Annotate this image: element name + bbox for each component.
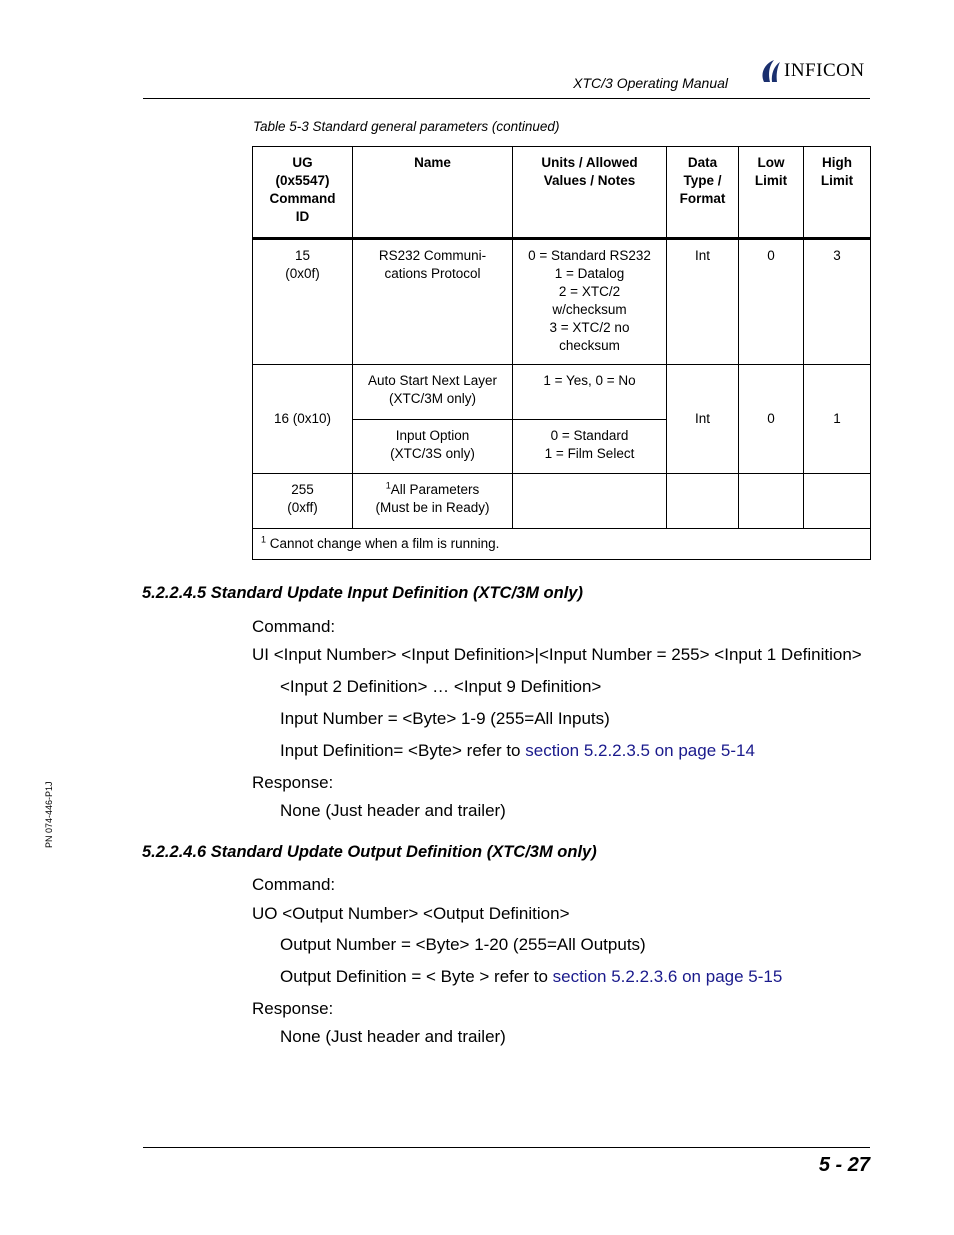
parameters-table xyxy=(252,146,871,560)
section-heading-input-definition: 5.2.2.4.5 Standard Update Input Definition (XTC/3M only) xyxy=(142,584,583,602)
cell-values: 0 = Standard 1 = Film Select xyxy=(513,420,667,474)
command-syntax: UO <Output Number> <Output Definition> xyxy=(252,904,570,923)
col-header-type: Data Type / Format xyxy=(667,147,739,239)
running-header-title: XTC/3 Operating Manual xyxy=(573,75,728,91)
table-caption: Table 5-3 Standard general parameters (continued) xyxy=(253,119,560,134)
response-text: None (Just header and trailer) xyxy=(280,1027,506,1046)
section-link-5-15[interactable]: section 5.2.2.3.6 on page 5-15 xyxy=(552,967,783,986)
cell-name: Auto Start Next Layer (XTC/3M only) xyxy=(353,365,513,420)
header-rule xyxy=(143,98,870,99)
cell-values: 0 = Standard RS232 1 = Datalog 2 = XTC/2 w/checksum 3 = XTC/2 no checksum xyxy=(513,239,667,365)
table-footnote: $^1$ Cannot change when a film is running. xyxy=(253,529,871,560)
cell-id: 255 (0xff) xyxy=(253,474,353,529)
cell-type: Int xyxy=(667,365,739,474)
cell-high xyxy=(804,474,871,529)
table-footnote-row xyxy=(253,529,871,560)
command-label: Command: xyxy=(252,875,336,894)
cell-type: Int xyxy=(667,239,739,365)
page-number: 5 - 27 xyxy=(818,1154,870,1176)
cell-id: 16 (0x10) xyxy=(253,365,353,474)
footer-rule xyxy=(143,1147,870,1148)
param-output-number: Output Number = <Byte> 1-20 (255=All Outputs) xyxy=(280,935,646,954)
footnote-marker: 1 xyxy=(385,480,391,491)
col-header-low-limit: Low Limit xyxy=(739,147,804,239)
param-input-number: Input Number = <Byte> 1-9 (255=All Inputs) xyxy=(280,709,610,728)
table-header-row xyxy=(253,147,871,239)
col-header-high-limit: High Limit xyxy=(804,147,871,239)
cell-high: 3 xyxy=(804,239,871,365)
col-header-name: Name xyxy=(353,147,513,239)
inficon-logo xyxy=(758,58,874,86)
table-row xyxy=(253,239,871,365)
section-heading-output-definition: 5.2.2.4.6 Standard Update Output Definition (XTC/3M only) xyxy=(142,843,597,861)
command-syntax: UI <Input Number> <Input Definition>|<Input Number = 255> <Input 1 Definition> xyxy=(252,645,862,664)
response-label: Response: xyxy=(252,773,334,792)
command-syntax-continued: <Input 2 Definition> … <Input 9 Definition> xyxy=(280,677,602,696)
table-row xyxy=(253,474,871,529)
param-output-definition: Output Definition = < Byte > refer to section 5.2.2.3.6 on page 5-15 xyxy=(280,967,783,986)
cell-values xyxy=(513,474,667,529)
section-link-5-14[interactable]: section 5.2.2.3.5 on page 5-14 xyxy=(525,741,755,760)
col-header-values: Units / Allowed Values / Notes xyxy=(513,147,667,239)
response-label: Response: xyxy=(252,999,334,1018)
cell-values: 1 = Yes, 0 = No xyxy=(513,365,667,420)
cell-type xyxy=(667,474,739,529)
cell-name: RS232 Communi- cations Protocol xyxy=(353,239,513,365)
cell-low xyxy=(739,474,804,529)
cell-name: Input Option (XTC/3S only) xyxy=(353,420,513,474)
cell-low: 0 xyxy=(739,365,804,474)
part-number: PN 074-446-P1J xyxy=(44,781,54,848)
cell-name: $^1$All Parameters (Must be in Ready) xyxy=(353,474,513,529)
response-text: None (Just header and trailer) xyxy=(280,801,506,820)
logo-wordmark: INFICON xyxy=(784,60,865,81)
cell-low: 0 xyxy=(739,239,804,365)
table-row xyxy=(253,365,871,420)
col-header-command-id: UG (0x5547) Command ID xyxy=(253,147,353,239)
inficon-logo-mark-icon xyxy=(758,58,782,84)
command-label: Command: xyxy=(252,617,336,636)
param-input-definition: Input Definition= <Byte> refer to section 5.2.2.3.5 on page 5-14 xyxy=(280,741,755,760)
cell-id: 15 (0x0f) xyxy=(253,239,353,365)
cell-high: 1 xyxy=(804,365,871,474)
